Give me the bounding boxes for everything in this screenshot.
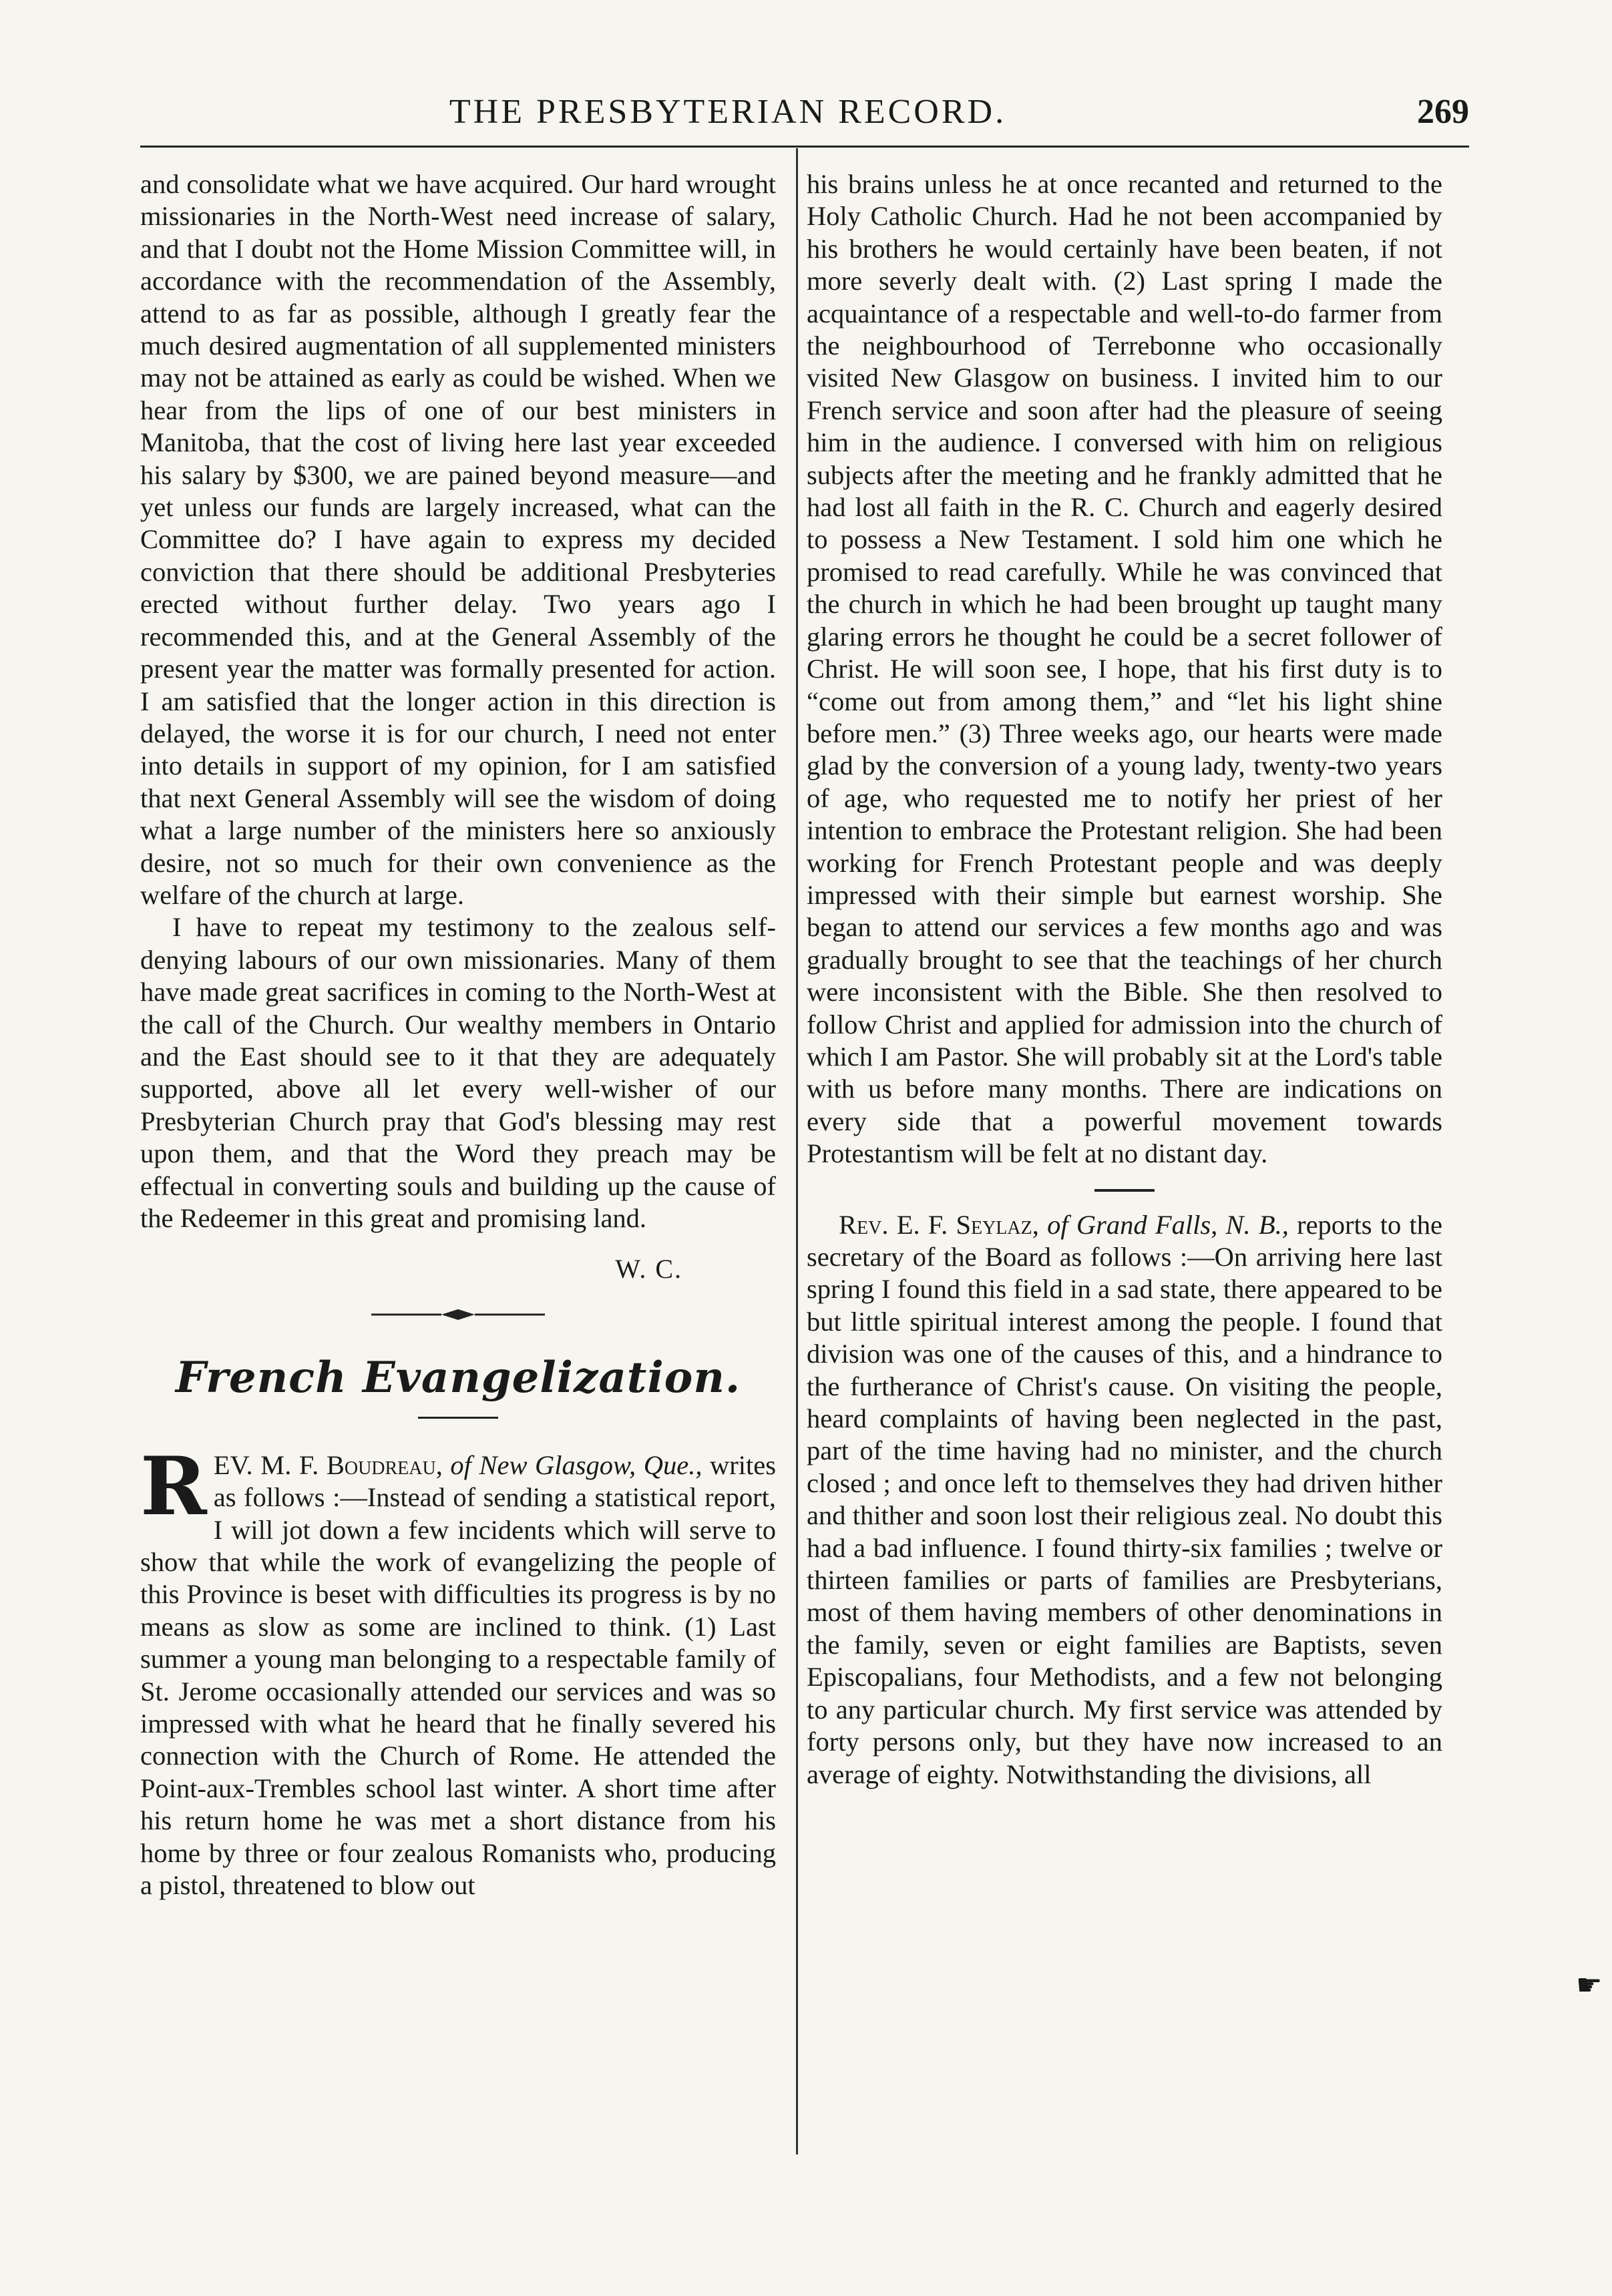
ornament-rule-icon — [365, 1305, 552, 1325]
running-head — [140, 85, 1469, 139]
header-rule — [140, 146, 1469, 148]
section-heading: French Evangelization. — [175, 1352, 741, 1403]
right-column — [807, 168, 1442, 1791]
drop-cap: R — [140, 1439, 207, 1534]
author-name: EV. M. F. Boudreau, — [213, 1449, 443, 1480]
section-rule — [418, 1417, 498, 1419]
pointing-hand-icon: ☛ — [1576, 1969, 1603, 2002]
paragraph-text: writes as follows :—Instead of sending a statistical report, I will jot down a few incidents which will serve to show that while the work of evangelizing the people of this Province is beset with difficulties its progress is by no means as slow as some are inclined to think. (1) Last summer a young man belonging to a respectable family of St. Jerome occasionally attended our services and was so impressed with what he heard that he finally severed his connection with the Church of Rome. He attended the Point-aux-Trembles school last winter. A short time after his return home he was met a short distance from his home by three or four zealous Romanists who, producing a pistol, threatened to blow out — [140, 1449, 777, 1901]
paragraph: and consolidate what we have acquired. Our hard wrought missionaries in the North-West need increase of salary, and that I doubt not the Home Mission Committee will, in accordance with the recommendation of the Assembly, attend to as far as possible, although I greatly fear the much desired augmentation of all supplemented ministers may not be attained as early as could be wished. When we hear from the lips of one of our best ministers in Manitoba, that the cost of living here last year exceeded his salary by $300, we are pained beyond measure—and yet unless our funds are largely increased, what can the Committee do? I have again to express my decided conviction that there should be additional Presbyteries erected without further delay. Two years ago I recommended this, and at the General Assembly of the present year the matter was formally presented for action. I am satisfied that the longer action in this direction is delayed, the worse it is for our church, I need not enter into details in support of my opinion, for I am satisfied that next General Assembly will see the wisdom of doing what a large number of the ministers here so anxiously desire, not so much for their own convenience as the welfare of the church at large. — [140, 169, 776, 910]
paragraph: his brains unless he at once recanted and returned to the Holy Catholic Church. Had he not been accompanied by his brothers he would certainly have been beaten, if not more severly dealt with. (2) Last spring I made the acquaintance of a respectable and well-to-do farmer from the neighbourhood of Terrebonne who occasionally visited New Glasgow on business. I invited him to our French service and soon after had the pleasure of seeing him in the audience. I conversed with him on religious subjects after the meeting and he frankly admitted that he had lost all faith in the R. C. Church and eagerly desired to possess a New Testament. I sold him one which he promised to read carefully. While he was convinced that the church in which he had been brought up taught many glaring errors he thought he could be a secret follower of Christ. He will soon see, I hope, that his first duty is to “come out from among them,” and “let his light shine before men.” (3) Three weeks ago, our hearts were made glad by the conversion of a young lady, twenty-two years of age, who requested me to notify her priest of her intention to embrace the Protestant religion. She had been working for French Protestant people and was deeply impressed with their simple but earnest worship. She began to attend our services a few months ago and was gradually brought to see that the teachings of her church were inconsistent with the Bible. She then resolved to follow Christ and applied for admission into the church of which I am Pastor. She will probably sit at the Lord's table with us before many months. There are indications on every side that a powerful movement towards Protestantism will be felt at no distant day. — [807, 169, 1442, 1169]
author-name: Rev. E. F. Seylaz, — [839, 1209, 1039, 1240]
section-rule — [1094, 1189, 1155, 1192]
page-number: 269 — [1417, 93, 1469, 131]
paragraph-dropcap — [140, 1439, 777, 1902]
author-place: of New Glasgow, Que., — [450, 1449, 702, 1480]
running-title: THE PRESBYTERIAN RECORD. — [449, 93, 1007, 131]
paragraph — [807, 1209, 1442, 1791]
column-divider — [796, 148, 798, 2154]
left-column — [140, 168, 776, 1902]
author-place: of Grand Falls, N. B., — [1047, 1209, 1289, 1240]
paragraph-text: reports to the secretary of the Board as follows :—On arriving here last spring I found this field in a sad state, there appeared to be but little spiritual interest among the people. I found that division was one of the causes of this, and a hindrance to the furtherance of Christ's cause. On visiting the people, heard complaints of having been neglected in the past, part of the time having had no minister, and the church closed ; and once left to themselves they had driven hither and thither and soon lost their religious zeal. No doubt this had a bad influence. I found thirty-six families ; twelve or thirteen families or parts of families are Presbyterians, most of them having members of other denominations in the family, seven or eight families are Baptists, seven Episcopalians, four Methodists, and a few not belonging to any particular church. My first service was attended by forty persons only, but they have now increased to an average of eighty. Notwithstanding the divisions, all — [807, 1209, 1443, 1789]
signature: W. C. — [615, 1254, 682, 1285]
paragraph: I have to repeat my testimony to the zealous self-denying labours of our own missionaries. Many of them have made great sacrifices in coming to the North-West at the call of the Church. Our wealthy members in Ontario and the East should see to it that they are adequately supported, above all let every well-wisher of our Presbyterian Church pray that God's blessing may rest upon them, and that the Word they preach may be effectual in converting souls and building up the cause of the Redeemer in this great and promising land. — [140, 912, 776, 1233]
